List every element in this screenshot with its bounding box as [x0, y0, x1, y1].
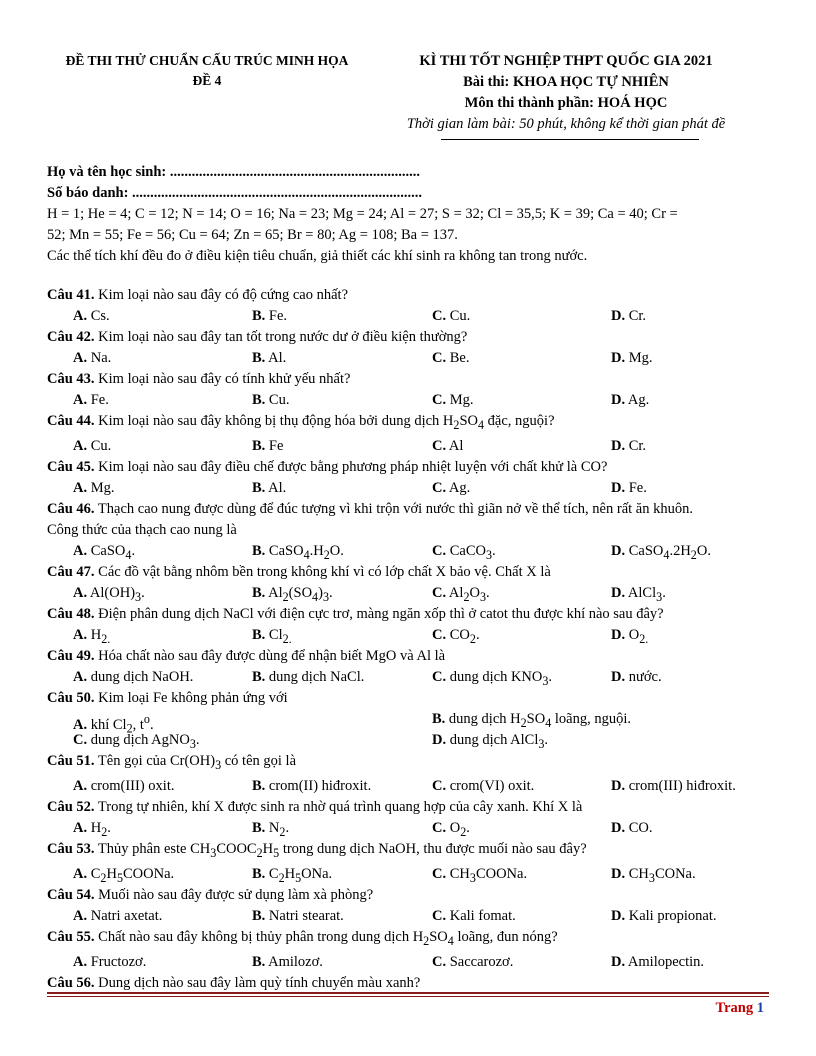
option-d[interactable]: D. Fe. [611, 479, 647, 496]
option-b[interactable]: B. dung dịch NaCl. [252, 668, 365, 685]
exam-code: ĐỀ 4 [192, 73, 222, 88]
option-a[interactable]: A. khí $Cl_2$, $t^o$. [73, 711, 154, 736]
option-a[interactable]: A. Cu. [73, 437, 112, 454]
question-text: Kim loại nào sau đây có độ cứng cao nhất? [94, 287, 349, 303]
question-text: Thạch cao nung được dùng để đúc tượng vì khi trộn với nước thì giãn nở về thể tích, nên rất ăn khuôn. [94, 500, 693, 517]
option-a[interactable]: A. CaSO$_4$. [73, 542, 136, 562]
option-d[interactable]: D. Ag. [611, 392, 650, 408]
option-a[interactable]: A. Fe. [73, 392, 109, 408]
option-a[interactable]: A. $C_2H_5COONa$. [73, 865, 175, 885]
question-text: Kim loại nào sau đây có tính khử yếu nhất? [94, 371, 351, 387]
option-c[interactable]: C. Cu. [432, 308, 471, 324]
question-52 [47, 797, 771, 818]
options-row [47, 730, 771, 751]
question-text: Kim loại nào sau đây không bị thụ động hóa bởi dung dịch $H_2SO_4$ đặc, nguội? [94, 413, 555, 432]
exam-body [47, 162, 771, 994]
question-number: Câu 50. [47, 689, 95, 706]
option-d[interactable]: D. Mg. [611, 350, 653, 366]
option-a[interactable]: A. $H_{2.}$ [73, 626, 111, 646]
option-c[interactable]: C. Mg. [432, 392, 474, 408]
options-row [47, 436, 771, 457]
options-row [47, 348, 771, 369]
question-number: Câu 47. [47, 563, 95, 580]
option-d[interactable]: D. AlCl$_3$. [611, 584, 666, 604]
option-d[interactable]: D. CO. [611, 819, 653, 836]
question-number: Câu 46. [47, 500, 95, 517]
option-c[interactable]: C. Saccarozơ. [432, 953, 514, 970]
question-text: Thủy phân este $CH_3COOC_2H_5$ trong dung dịch NaOH, thu được muối nào sau đây? [94, 840, 587, 860]
question-56 [47, 973, 771, 994]
options-row [47, 776, 771, 797]
question-41 [47, 285, 771, 306]
student-id-line [47, 183, 771, 204]
option-c[interactable]: C. Ag. [432, 479, 471, 496]
option-c[interactable]: C. $CH_3COONa$. [432, 865, 528, 885]
student-id-label: Số báo danh: [47, 185, 129, 201]
option-c[interactable]: C. dung dịch $KNO_3$. [432, 668, 553, 688]
question-number: Câu 48. [47, 605, 95, 622]
option-d[interactable]: D. Kali propionat. [611, 907, 717, 924]
question-number: Câu 43. [47, 371, 95, 387]
footer-rule-thick [47, 992, 769, 994]
question-42 [47, 327, 771, 348]
header-left [46, 51, 368, 91]
student-name-line [47, 162, 771, 183]
question-text: Kim loại Fe không phản ứng với [94, 689, 288, 706]
option-d[interactable]: D. $CH_3CONa$. [611, 865, 696, 885]
question-55 [47, 927, 771, 952]
options-row [47, 818, 771, 839]
option-b[interactable]: B. dung dịch $H_2SO_4$ loãng, nguội. [432, 710, 631, 730]
option-b[interactable]: B. $CaSO_4.H_2O$. [252, 542, 344, 562]
option-b[interactable]: B. Al. [252, 479, 287, 496]
option-d[interactable]: D. crom(III) hiđroxit. [611, 777, 736, 794]
question-text: Chất nào sau đây không bị thủy phân trong dung dịch $H_2SO_4$ loãng, đun nóng? [94, 928, 558, 948]
question-49 [47, 646, 771, 667]
options-row [47, 478, 771, 499]
question-50 [47, 688, 771, 709]
atomic-masses-line-2: 52; Mn = 55; Fe = 56; Cu = 64; Zn = 65; Br = 80; Ag = 108; Ba = 137. [47, 227, 458, 243]
question-text: Trong tự nhiên, khí X được sinh ra nhờ quá trình quang hợp của cây xanh. Khí X là [94, 798, 583, 815]
option-c[interactable]: C. Be. [432, 350, 470, 366]
gas-volume-note: Các thể tích khí đều đo ở điều kiện tiêu chuẩn, giả thiết các khí sinh ra không tan trong nước. [47, 248, 588, 264]
option-a[interactable]: A. dung dịch NaOH. [73, 668, 194, 685]
option-c[interactable]: C. crom(VI) oxit. [432, 777, 535, 794]
question-number: Câu 44. [47, 413, 95, 429]
option-b[interactable]: B. Cu. [252, 392, 290, 408]
exam-title: KÌ THI TỐT NGHIỆP THPT QUỐC GIA 2021 [419, 53, 713, 69]
option-c[interactable]: C. $O_2$. [432, 819, 470, 839]
exam-subject: Môn thi thành phần: HOÁ HỌC [464, 95, 668, 111]
atomic-masses-line-1: H = 1; He = 4; C = 12; N = 14; O = 16; Na = 23; Mg = 24; Al = 27; S = 32; Cl = 35,5; K = 39; Ca = 40; Cr = [47, 206, 678, 222]
question-text: Tên gọi của $Cr(OH)_3$ có tên gọi là [94, 752, 297, 772]
option-a[interactable]: A. Natri axetat. [73, 907, 163, 924]
question-number: Câu 42. [47, 329, 95, 345]
option-b[interactable]: B. $C_2H_5ONa$. [252, 865, 333, 885]
option-a[interactable]: A. $H_2$. [73, 819, 111, 839]
option-a[interactable]: A. Fructozơ. [73, 953, 147, 970]
footer-rule-thin [47, 996, 769, 997]
option-a[interactable]: A. Mg. [73, 479, 115, 496]
header-divider [441, 139, 699, 140]
question-number: Câu 54. [47, 886, 95, 903]
options-row [47, 306, 771, 327]
option-d[interactable]: D. dung dịch AlCl$_3$. [432, 731, 549, 751]
options-row [47, 625, 771, 646]
option-b[interactable]: B. Amilozơ. [252, 953, 323, 970]
option-a[interactable]: A. $Al(OH)_3$. [73, 584, 145, 604]
option-c[interactable]: C. Kali fomat. [432, 907, 516, 924]
question-text: Dung dịch nào sau đây làm quỳ tính chuyển màu xanh? [94, 974, 421, 991]
options-row [47, 709, 771, 736]
question-44 [47, 411, 771, 436]
question-number: Câu 49. [47, 647, 95, 664]
option-b[interactable]: B. Natri stearat. [252, 907, 344, 924]
options-row [47, 390, 771, 411]
question-number: Câu 45. [47, 458, 95, 475]
page-footer [716, 1000, 764, 1017]
question-text: Kim loại nào sau đây tan tốt trong nước dư ở điều kiện thường? [94, 329, 468, 345]
option-b[interactable]: B. Al. [252, 350, 287, 366]
question-number: Câu 55. [47, 928, 95, 945]
option-c[interactable]: C. $CO_2$. [432, 626, 480, 646]
option-b[interactable]: B. $Al_2(SO_4)_3$. [252, 584, 333, 604]
option-b[interactable]: B. Fe [252, 437, 284, 454]
options-row [47, 906, 771, 927]
question-text: Điện phân dung dịch NaCl với điện cực trơ, màng ngăn xốp thì ở catot thu được khí nào sau đây? [94, 605, 664, 622]
options-row [47, 667, 771, 688]
option-d[interactable]: D. Amilopectin. [611, 953, 705, 970]
exam-type-title: ĐỀ THI THỬ CHUẨN CẤU TRÚC MINH HỌA [65, 53, 349, 68]
options-row [47, 541, 771, 562]
option-c[interactable]: C. $Al_2O_3$. [432, 584, 490, 604]
exam-duration: Thời gian làm bài: 50 phút, không kể thời gian phát đề [406, 116, 726, 132]
option-b[interactable]: B. Fe. [252, 308, 288, 324]
question-text-continued: Công thức của thạch cao nung là [47, 521, 237, 538]
question-list [47, 285, 771, 994]
option-c[interactable]: C. CaCO$_3$. [432, 542, 496, 562]
question-number: Câu 41. [47, 287, 95, 303]
page-word: Trang [715, 1000, 754, 1016]
option-b[interactable]: B. $N_2$. [252, 819, 290, 839]
option-c[interactable]: C. dung dịch AgNO$_3$. [73, 731, 200, 751]
page-number: 1 [756, 1000, 764, 1016]
option-b[interactable]: B. crom(II) hiđroxit. [252, 777, 372, 794]
question-text: Kim loại nào sau đây điều chế được bằng phương pháp nhiệt luyện với chất khử là CO? [94, 458, 608, 475]
question-45 [47, 457, 771, 478]
option-c[interactable]: C. Al [432, 437, 464, 454]
question-46 [47, 499, 771, 520]
student-id-dots: ................................................................................ [128, 185, 423, 201]
option-d[interactable]: D. Cr. [611, 437, 647, 454]
options-row [47, 583, 771, 604]
option-d[interactable]: D. Cr. [611, 308, 647, 324]
option-a[interactable]: A. Na. [73, 350, 112, 366]
exam-subject-group: Bài thi: KHOA HỌC TỰ NHIÊN [463, 74, 669, 90]
question-number: Câu 52. [47, 798, 95, 815]
header-right [390, 51, 742, 135]
question-number: Câu 51. [47, 752, 95, 769]
spacer [47, 267, 771, 285]
options-row [47, 952, 771, 973]
option-d[interactable]: D. $O_{2.}$ [611, 626, 649, 646]
question-text: Các đồ vật bằng nhôm bền trong không khí vì có lớp chất X bảo vệ. Chất X là [94, 563, 551, 580]
student-name-dots: ..................................................................... [166, 164, 420, 180]
student-name-label: Họ và tên học sinh: [47, 164, 167, 180]
question-text: Hóa chất nào sau đây được dùng để nhận biết MgO và Al là [94, 647, 446, 664]
option-a[interactable]: A. Cs. [73, 308, 110, 324]
option-a[interactable]: A. crom(III) oxit. [73, 777, 175, 794]
question-number: Câu 56. [47, 974, 95, 991]
option-d[interactable]: D. $CaSO_4.2H_2O$. [611, 542, 711, 562]
question-53 [47, 839, 771, 864]
option-b[interactable]: B. $Cl_{2.}$ [252, 626, 292, 646]
question-number: Câu 53. [47, 840, 95, 857]
question-43 [47, 369, 771, 390]
options-row [47, 864, 771, 885]
option-d[interactable]: D. nước. [611, 668, 662, 685]
question-text: Muối nào sau đây được sử dụng làm xà phòng? [94, 886, 374, 903]
